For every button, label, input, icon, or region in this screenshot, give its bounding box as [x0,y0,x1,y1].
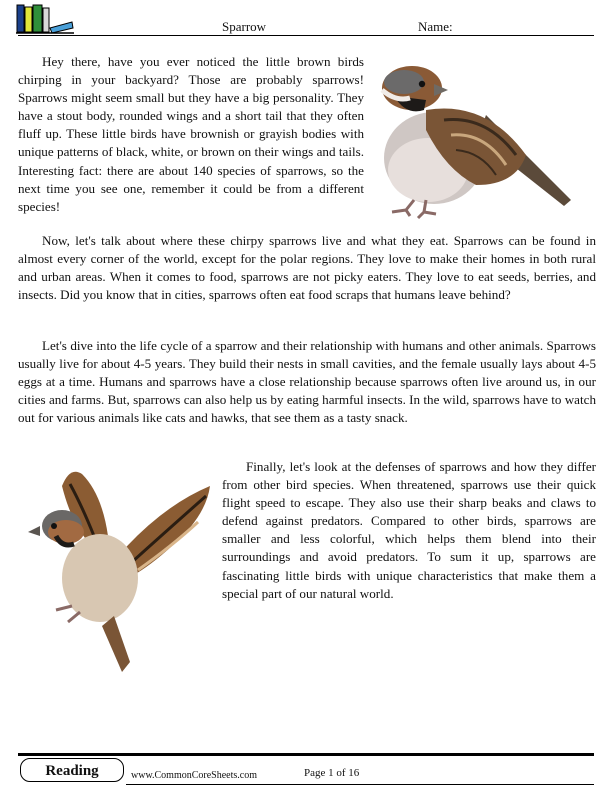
header-divider [18,35,594,36]
footer-divider [18,753,594,756]
reading-badge: Reading [20,758,124,782]
paragraph-habitat-diet: Now, let's talk about where these chirpy sparrows live and what they eat. Sparrows can be found in almost every corner of the world, except for the polar regions. They love to make their homes in both rural and urban areas. When it comes to food, sparrows are not picky eaters. They love to eat seeds, berries, and insects. Did you know that in cities, sparrows often eat food scraps that humans leave behind? [18,233,596,303]
page-header [0,0,612,40]
paragraph-life-cycle: Let's dive into the life cycle of a sparrow and their relationship with humans and other animals. Sparrows usually live for about 4-5 years. They build their nests in small cavities, and the female usually lays about 4-5 eggs at a time. Humans and sparrows have a close relationship because sparrows often live around us, in our cities and farms. But, sparrows can also help us by eating harmful insects. In the wild, sparrows have to watch out for various animals like cats and hawks, that see them as a tasty snack. [18,338,596,426]
books-icon [16,4,74,34]
footer-rule [126,784,594,785]
site-url[interactable]: www.CommonCoreSheets.com [131,770,258,781]
paragraph-defenses: Finally, let's look at the defenses of sparrows and how they differ from other bird species. When threatened, sparrows use their quick flight speed to escape. They also use their sharp beaks and claws to defend against predators. Compared to other birds, sparrows are smaller and less colorful, which helps them blend into their surroundings and avoid predators. To sum it up, sparrows are fascinating little birds with unique characteristics that make them a special part of our natural world. [222,459,596,601]
perched-sparrow-image [366,60,588,220]
flying-sparrow-image [22,466,218,680]
paragraph-intro: Hey there, have you ever noticed the little brown birds chirping in your backyard? Those are probably sparrows! Sparrows might seem small but they have a big personality. They have a stout body, rounded wings and a short tail that they often fluff up. These little birds have brownish or grayish bodies with unique patterns of black, white, or brown on their wings and tails. Interesting fact: there are about 140 species of sparrows, so the next time you see one, remember it could be from a different species! [18,54,364,214]
name-label: Name: [418,19,453,34]
page-number: Page 1 of 16 [304,767,360,779]
page-title: Sparrow [222,19,267,34]
